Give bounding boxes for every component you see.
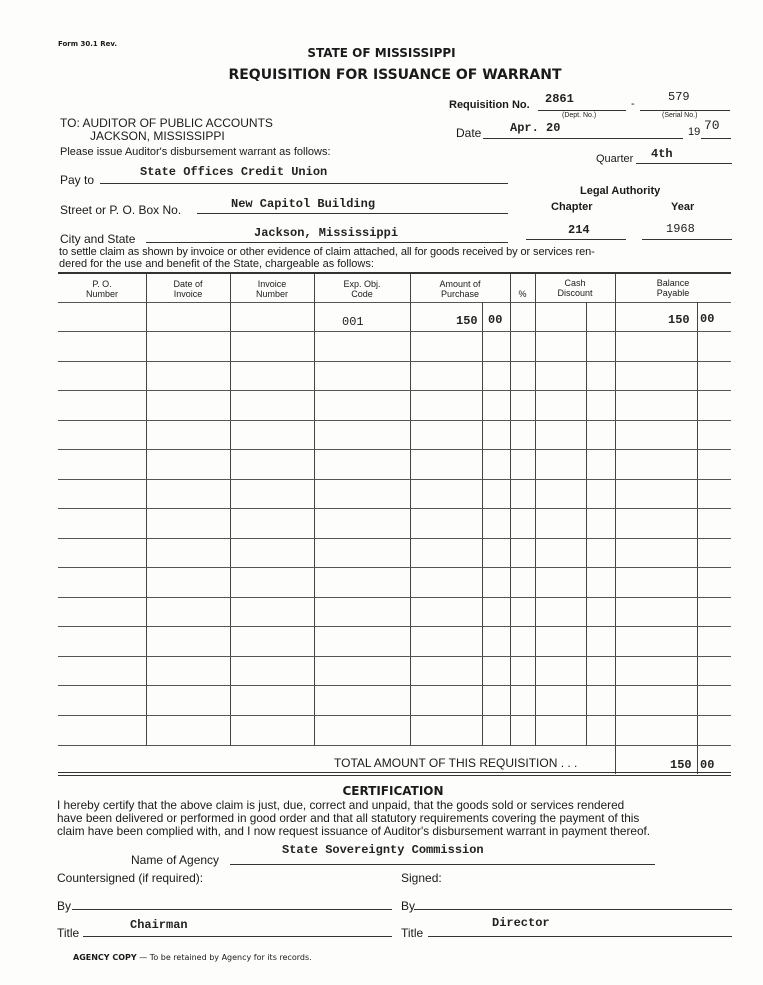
left-title-value: Chairman bbox=[130, 918, 188, 932]
requisition-label: Requisition No. bbox=[449, 99, 530, 111]
agency-label: Name of Agency bbox=[131, 853, 220, 867]
street-label: Street or P. O. Box No. bbox=[60, 203, 182, 217]
row-line-11 bbox=[58, 626, 731, 627]
col-sep-4 bbox=[410, 274, 411, 746]
header-bottom-border bbox=[58, 302, 731, 303]
col-sep-2 bbox=[230, 274, 231, 746]
row-amount-cents: 00 bbox=[488, 313, 503, 327]
right-by-line bbox=[414, 909, 732, 910]
right-by-label: By bbox=[401, 899, 416, 913]
header-amount-line1: Amount of bbox=[439, 279, 481, 289]
year-prefix: 19 bbox=[688, 126, 701, 138]
row-balance-cents: 00 bbox=[700, 312, 715, 326]
total-border-1 bbox=[58, 772, 731, 773]
header-po-line1: P. O. bbox=[92, 279, 112, 289]
settle-text-1: to settle claim as shown by invoice or other evidence of claim attached, all for goods received by or services ren- bbox=[59, 246, 595, 258]
header-invoice-line2: Number bbox=[255, 289, 288, 299]
legal-authority-label: Legal Authority bbox=[580, 185, 661, 197]
header-exp-line2: Code bbox=[351, 289, 373, 299]
header-cash-line2: Discount bbox=[557, 288, 593, 298]
header-po-line2: Number bbox=[85, 289, 118, 299]
city-label: City and State bbox=[60, 232, 136, 246]
chapter-value: 214 bbox=[568, 223, 590, 237]
date-label: Date bbox=[456, 126, 482, 140]
year-label: Year bbox=[671, 201, 695, 213]
right-title-value: Director bbox=[492, 916, 550, 930]
col-sep-6 bbox=[535, 274, 536, 746]
dept-no-value: 2861 bbox=[545, 92, 574, 106]
row-line-8 bbox=[58, 538, 731, 539]
header-amount bbox=[410, 279, 510, 299]
row-line-14 bbox=[58, 715, 731, 716]
row-line-5 bbox=[58, 449, 731, 450]
col-sep-7 bbox=[615, 274, 616, 774]
row-line-13 bbox=[58, 685, 731, 686]
row-exp-code: 001 bbox=[342, 315, 364, 329]
header-exp-line1: Exp. Obj. bbox=[343, 279, 381, 289]
row-line-2 bbox=[58, 361, 731, 362]
right-title-label: Title bbox=[401, 926, 424, 940]
header-cash bbox=[535, 278, 615, 298]
header-balance-line1: Balance bbox=[656, 278, 690, 288]
to-line-1: TO: AUDITOR OF PUBLIC ACCOUNTS bbox=[60, 116, 273, 130]
col-sep-1 bbox=[146, 274, 147, 746]
header-balance bbox=[615, 278, 731, 298]
pay-to-label: Pay to bbox=[60, 173, 95, 187]
header-balance-line2: Payable bbox=[656, 288, 690, 298]
claim-table bbox=[58, 272, 731, 777]
row-balance-dollars: 150 bbox=[668, 313, 690, 327]
col-sep-3 bbox=[314, 274, 315, 746]
date-value: Apr. 20 bbox=[510, 121, 561, 135]
total-cents: 00 bbox=[700, 758, 715, 772]
year-line bbox=[701, 138, 731, 139]
signed-label: Signed: bbox=[401, 871, 442, 885]
row-line-4 bbox=[58, 420, 731, 421]
form-id: Form 30.1 Rev. bbox=[58, 40, 117, 48]
row-line-10 bbox=[58, 597, 731, 598]
countersigned-label: Countersigned (if required): bbox=[57, 871, 204, 885]
quarter-value: 4th bbox=[651, 147, 673, 161]
row-line-9 bbox=[58, 567, 731, 568]
header-date-line2: Invoice bbox=[173, 289, 203, 299]
header-date-line1: Date of bbox=[173, 279, 203, 289]
state-heading: STATE OF MISSISSIPPI bbox=[307, 46, 456, 60]
header-invoice bbox=[230, 279, 314, 299]
street-line bbox=[197, 213, 508, 214]
header-pct: % bbox=[518, 289, 527, 299]
year-value: 70 bbox=[704, 118, 720, 133]
chapter-line bbox=[526, 239, 626, 240]
total-label: TOTAL AMOUNT OF THIS REQUISITION . . . bbox=[334, 756, 578, 770]
col-sep-cents-1 bbox=[482, 302, 483, 746]
certification-line-3: claim have been complied with, and I now request issuance of Auditor's disbursement warrant in payment thereof. bbox=[57, 824, 651, 838]
row-line-12 bbox=[58, 656, 731, 657]
quarter-line bbox=[636, 163, 732, 164]
quarter-label: Quarter bbox=[596, 153, 634, 165]
serial-no-line bbox=[640, 110, 730, 111]
row-line-7 bbox=[58, 508, 731, 509]
serial-no-value: 579 bbox=[668, 90, 690, 104]
to-line-2: JACKSON, MISSISSIPPI bbox=[90, 129, 225, 143]
city-line bbox=[146, 242, 508, 243]
left-title-line bbox=[83, 936, 392, 937]
dept-no-line bbox=[538, 110, 626, 111]
certification-heading: CERTIFICATION bbox=[342, 784, 444, 798]
header-po bbox=[58, 279, 146, 299]
total-dollars: 150 bbox=[670, 758, 692, 772]
header-amount-line2: Purchase bbox=[440, 289, 480, 299]
agency-value: State Sovereignty Commission bbox=[282, 843, 484, 857]
col-sep-cents-2 bbox=[586, 302, 587, 746]
legal-year-line bbox=[642, 239, 732, 240]
left-by-line bbox=[72, 909, 392, 910]
date-line bbox=[483, 138, 683, 139]
total-border-2 bbox=[58, 775, 731, 776]
pay-to-line bbox=[100, 183, 508, 184]
header-date bbox=[146, 279, 230, 299]
requisition-dash: - bbox=[631, 98, 635, 110]
row-line-15 bbox=[58, 745, 731, 746]
footer-agency-copy: AGENCY COPY bbox=[73, 953, 137, 962]
header-cash-line1: Cash bbox=[564, 278, 586, 288]
header-invoice-line1: Invoice bbox=[257, 279, 287, 289]
pay-to-value: State Offices Credit Union bbox=[140, 165, 328, 179]
right-title-line bbox=[428, 936, 732, 937]
header-exp bbox=[314, 279, 410, 299]
left-title-label: Title bbox=[57, 926, 80, 940]
col-sep-5 bbox=[510, 274, 511, 746]
settle-text-2: dered for the use and benefit of the State, chargeable as follows: bbox=[59, 258, 374, 270]
footer-retain-text: — To be retained by Agency for its records. bbox=[139, 953, 312, 962]
city-value: Jackson, Mississippi bbox=[254, 226, 399, 240]
chapter-label: Chapter bbox=[551, 201, 593, 213]
instruction-text: Please issue Auditor's disbursement warrant as follows: bbox=[60, 146, 331, 158]
row-line-6 bbox=[58, 479, 731, 480]
certification-line-2: have been delivered or performed in good order and that all statutory requirements covering the payment of this bbox=[57, 811, 640, 825]
certification-line-1: I hereby certify that the above claim is just, due, correct and unpaid, that the goods sold or services rendered bbox=[57, 798, 625, 812]
row-line-1 bbox=[58, 331, 731, 332]
form-title: REQUISITION FOR ISSUANCE OF WARRANT bbox=[228, 67, 562, 83]
row-amount-dollars: 150 bbox=[456, 314, 478, 328]
dept-no-caption: (Dept. No.) bbox=[562, 112, 597, 119]
footer-note bbox=[73, 953, 312, 962]
agency-line bbox=[230, 864, 655, 865]
table-top-border bbox=[58, 272, 731, 274]
legal-year-value: 1968 bbox=[666, 222, 695, 236]
serial-no-caption: (Serial No.) bbox=[662, 112, 698, 119]
row-line-3 bbox=[58, 390, 731, 391]
street-value: New Capitol Building bbox=[231, 197, 376, 211]
left-by-label: By bbox=[57, 899, 72, 913]
